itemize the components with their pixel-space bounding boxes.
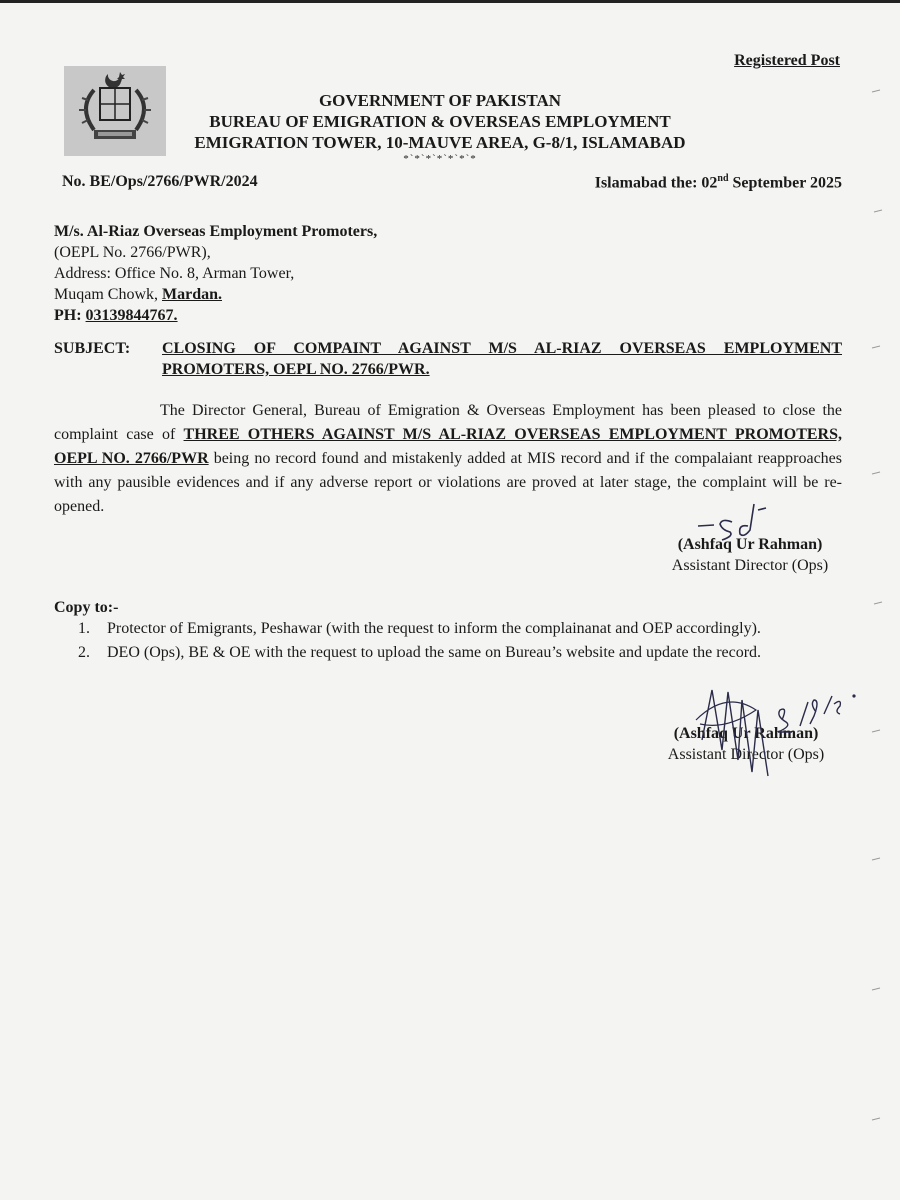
copy-to-item-text: Protector of Emigrants, Peshawar (with the request to inform the complainanat and OEP accordingly).: [107, 620, 761, 637]
signatory-name-2: (Ashfaq Ur Rahman): [673, 725, 819, 742]
copy-to-label: Copy to:-: [54, 599, 119, 616]
signatory-title-2: Assistant Director (Ops): [667, 746, 825, 763]
letterhead-line-1: GOVERNMENT OF PAKISTAN: [318, 91, 562, 110]
signatory-title-1: Assistant Director (Ops): [671, 557, 829, 574]
letterhead-line-2: BUREAU OF EMIGRATION & OVERSEAS EMPLOYMENT: [209, 112, 671, 131]
address-city: Mardan.: [162, 286, 222, 303]
addressee-address-2: [54, 284, 377, 305]
subject-label: SUBJECT:: [54, 340, 131, 357]
date-prefix: Islamabad the: 02: [594, 174, 718, 192]
addressee-name: M/s. Al-Riaz Overseas Employment Promoters,: [54, 223, 378, 240]
address-street: Muqam Chowk,: [54, 286, 162, 303]
copy-to-item-number: 1.: [78, 620, 90, 637]
copy-to-item: [78, 618, 844, 640]
signatory-name-1: (Ashfaq Ur Rahman): [677, 536, 823, 553]
body-part-2: being no record found and mistakenly added at MIS record and if the compalaiant reapproaches with any pausible evidences and if any adverse report or violations are proved at later stage, the complaint will be re-opened.: [54, 450, 843, 515]
addressee-phone: [54, 305, 377, 326]
addressee-address-1: Address: Office No. 8, Arman Tower,: [54, 265, 295, 282]
body-highlight: THREE OTHERS AGAINST M/S AL-RIAZ OVERSEAS EMPLOYMENT PROMOTERS, OEPL NO. 2766/PWR: [54, 426, 843, 467]
addressee-oepl: (OEPL No. 2766/PWR),: [54, 244, 211, 261]
addressee-block: [54, 221, 377, 326]
scan-top-edge: [0, 0, 900, 3]
signature-block-1: [660, 534, 840, 576]
copy-to-list: [78, 618, 844, 666]
body-part-1: The Director General, Bureau of Emigration & Overseas Employment has been pleased to close the complaint case of: [54, 402, 842, 443]
letterhead-stars: *`*`*`*`*`*`*: [403, 153, 477, 165]
phone-label: PH:: [54, 307, 86, 324]
copy-to-item-text: DEO (Ops), BE & OE with the request to upload the same on Bureau’s website and update the record.: [107, 644, 762, 661]
letter-date: [595, 173, 842, 192]
letterhead: [180, 90, 700, 165]
registered-post-label: Registered Post: [734, 52, 840, 69]
copy-to-item-number: 2.: [78, 644, 90, 661]
date-ordinal: nd: [717, 173, 729, 184]
reference-number: No. BE/Ops/2766/PWR/2024: [62, 173, 258, 190]
state-emblem-icon: [64, 66, 166, 156]
date-suffix: September 2025: [728, 174, 842, 192]
handwritten-signature: [682, 680, 862, 780]
letterhead-line-3: EMIGRATION TOWER, 10-MAUVE AREA, G-8/1, ISLAMABAD: [194, 133, 686, 152]
phone-number: 03139844767.: [85, 307, 178, 324]
subject-text: CLOSING OF COMPAINT AGAINST M/S AL-RIAZ OVERSEAS EMPLOYMENT PROMOTERS, OEPL NO. 2766/PWR.: [162, 340, 842, 378]
copy-to-item: [78, 642, 844, 664]
